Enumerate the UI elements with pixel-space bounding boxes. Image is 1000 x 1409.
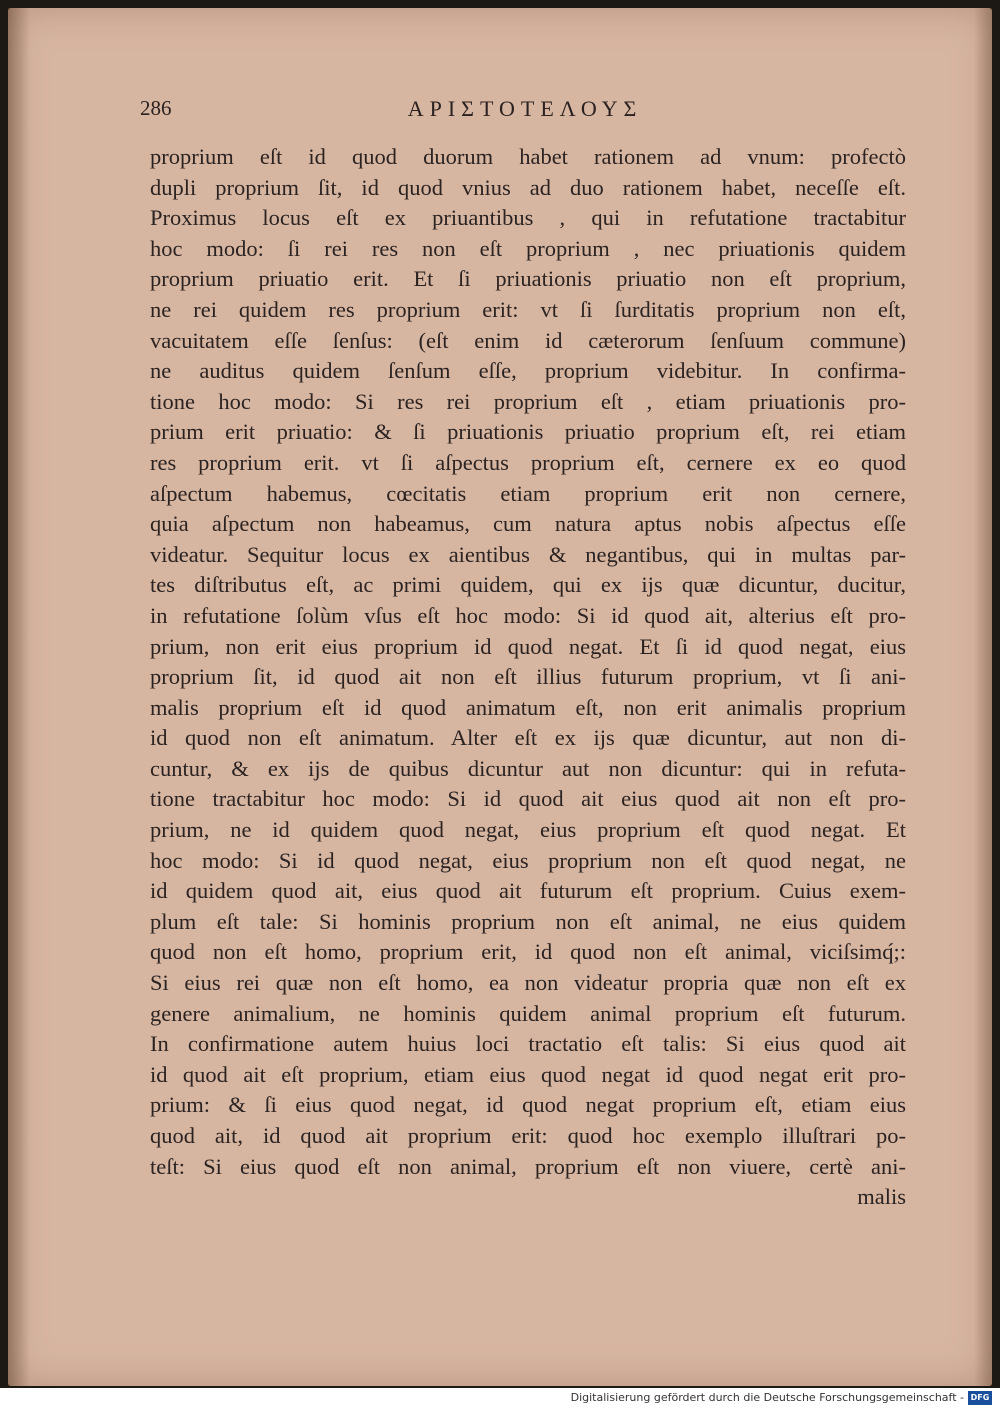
page-edge-shadow bbox=[974, 8, 992, 1386]
text-line: Proximus locus eſt ex priuantibus , qui in refutatione tractabitur bbox=[150, 205, 906, 231]
body-text bbox=[150, 142, 906, 1213]
text-line: videatur. Sequitur locus ex aientibus & negantibus, qui in multas par- bbox=[150, 541, 906, 567]
text-line: tione hoc modo: Si res rei proprium eſt , etiam priuationis pro- bbox=[150, 388, 906, 414]
text-line: plum eſt tale: Si hominis proprium non eſt animal, ne eius quidem bbox=[150, 908, 906, 934]
dfg-logo-icon: DFG bbox=[968, 1391, 992, 1405]
text-line: vacuitatem eſſe ſenſus: (eſt enim id cæterorum ſenſuum commune) bbox=[150, 327, 906, 353]
text-line: id quod non eſt animatum. Alter eſt ex ijs quæ dicuntur, aut non di- bbox=[150, 725, 906, 751]
text-line: genere animalium, ne hominis quidem animal proprium eſt futurum. bbox=[150, 1000, 906, 1026]
text-line: malis bbox=[857, 1184, 906, 1210]
text-line: tione tractabitur hoc modo: Si id quod ait eius quod ait non eſt pro- bbox=[150, 786, 906, 812]
text-line: prium: & ſi eius quod negat, id quod negat proprium eſt, etiam eius bbox=[150, 1092, 906, 1118]
running-head-title: ΑΡΙΣΤΟΤΕΛΟΥΣ bbox=[407, 96, 643, 121]
text-line: id quod ait eſt proprium, etiam eius quod negat id quod negat erit pro- bbox=[150, 1061, 906, 1087]
text-line: tes diſtributus eſt, ac primi quidem, qui ex ijs quæ dicuntur, ducitur, bbox=[150, 572, 906, 598]
text-line: proprium eſt id quod duorum habet rationem ad vnum: profectò bbox=[150, 144, 906, 169]
page-gutter-shadow bbox=[8, 8, 30, 1386]
text-line: prium erit priuatio: & ſi priuationis priuatio proprium eſt, rei etiam bbox=[150, 419, 906, 445]
text-line: cuntur, & ex ijs de quibus dicuntur aut non dicuntur: qui in refuta- bbox=[150, 755, 906, 781]
text-line: quia aſpectum non habeamus, cum natura aptus nobis aſpectus eſſe bbox=[150, 511, 906, 537]
text-line: hoc modo: Si id quod negat, eius proprium non eſt quod negat, ne bbox=[150, 847, 906, 873]
text-line: id quidem quod ait, eius quod ait futurum eſt proprium. Cuius exem- bbox=[150, 878, 906, 904]
text-line: quod non eſt homo, proprium erit, id quod non eſt animal, viciſsimq́;: bbox=[150, 939, 906, 965]
text-line: dupli proprium ſit, id quod vnius ad duo rationem habet, neceſſe eſt. bbox=[150, 174, 906, 200]
text-line: quod ait, id quod ait proprium erit: quod hoc exemplo illuſtrari po- bbox=[150, 1123, 906, 1148]
text-line: ne rei quidem res proprium erit: vt ſi ſurditatis proprium non eſt, bbox=[150, 296, 906, 322]
text-line: ne auditus quidem ſenſum eſſe, proprium videbitur. In confirma- bbox=[150, 358, 906, 384]
text-line: res proprium erit. vt ſi aſpectus proprium eſt, cernere ex eo quod bbox=[150, 449, 906, 475]
text-line: hoc modo: ſi rei res non eſt proprium , nec priuationis quidem bbox=[150, 235, 906, 261]
text-line: aſpectum habemus, cœcitatis etiam proprium erit non cernere, bbox=[150, 480, 906, 506]
text-line: in refutatione ſolùm vſus eſt hoc modo: Si id quod ait, alterius eſt pro- bbox=[150, 602, 906, 628]
text-line: Si eius rei quæ non eſt homo, ea non videatur propria quæ non eſt ex bbox=[150, 970, 906, 996]
footer-bar bbox=[0, 1388, 1000, 1409]
text-line: In confirmatione autem huius loci tractatio eſt talis: Si eius quod ait bbox=[150, 1031, 906, 1057]
text-line: teſt: Si eius quod eſt non animal, proprium eſt non viuere, certè ani- bbox=[150, 1153, 906, 1179]
text-line: prium, ne id quidem quod negat, eius proprium eſt quod negat. Et bbox=[150, 817, 906, 843]
page-number: 286 bbox=[140, 96, 172, 120]
text-line: proprium ſit, id quod ait non eſt illius futurum proprium, vt ſi ani- bbox=[150, 664, 906, 690]
text-line: prium, non erit eius proprium id quod negat. Et ſi id quod negat, eius bbox=[150, 633, 906, 659]
text-line: proprium priuatio erit. Et ſi priuationis priuatio non eſt proprium, bbox=[150, 266, 906, 292]
digitization-credit: Digitalisierung gefördert durch die Deutsche Forschungsgemeinschaft - bbox=[570, 1391, 964, 1404]
running-head bbox=[140, 96, 910, 126]
text-line: malis proprium eſt id quod animatum eſt, non erit animalis proprium bbox=[150, 694, 906, 720]
